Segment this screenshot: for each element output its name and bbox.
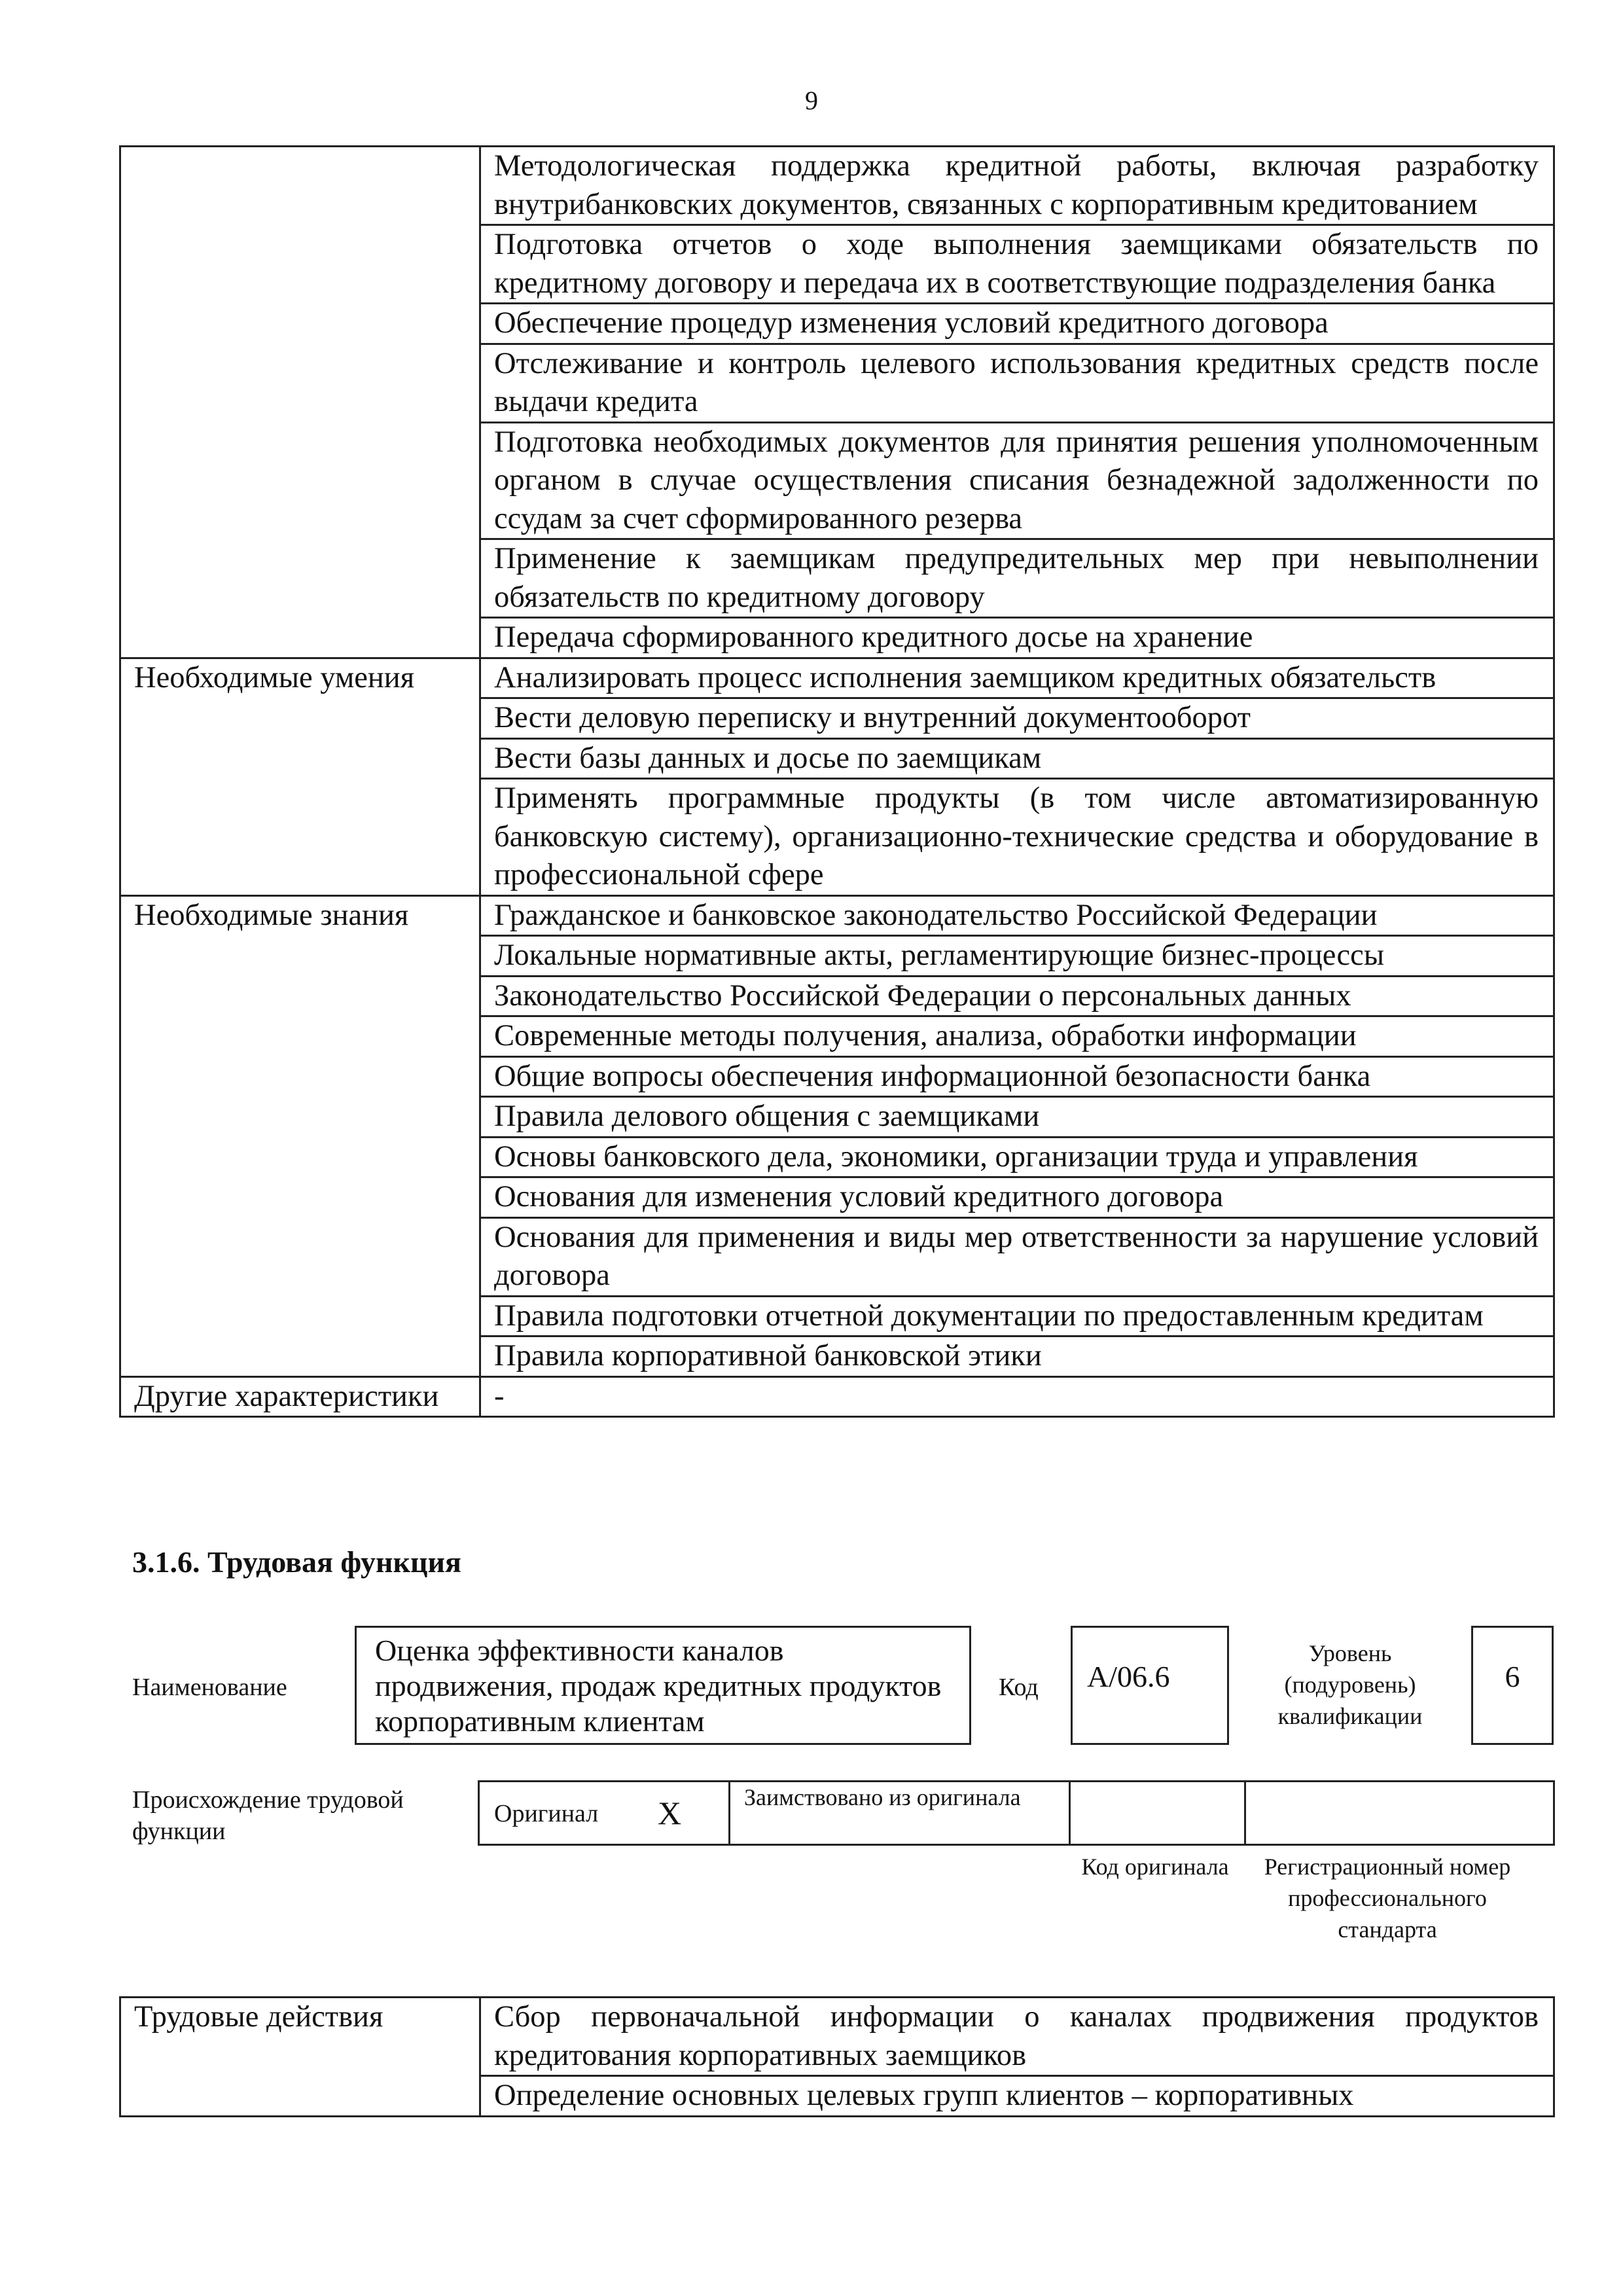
reg-number-caption: Регистрационный номер профессионального стандарта — [1264, 1854, 1511, 1943]
row-text: Подготовка необходимых документов для принятия решения уполномоченным органом в случае осуществления списания безнадежной задолженности по ссудам за счет сформированного резерва — [480, 422, 1554, 539]
row-text: Применение к заемщикам предупредительных мер при невыполнении обязательств по кредитному договору — [480, 539, 1554, 618]
code-label: Код — [999, 1674, 1039, 1701]
row-text: Правила делового общения с заемщиками — [480, 1097, 1554, 1138]
row-text: Передача сформированного кредитного досье на хранение — [480, 618, 1554, 658]
row-text: Гражданское и банковское законодательство Российской Федерации — [480, 895, 1554, 936]
actions-table — [119, 1996, 1555, 2117]
row-text: Подготовка отчетов о ходе выполнения заемщиками обязательств по кредитному договору и передача их в соответствующие подразделения банка — [480, 225, 1554, 304]
origin-divider-2 — [1069, 1782, 1071, 1844]
level-label: Уровень (подуровень) квалификации — [1277, 1640, 1423, 1729]
row-text: Сбор первоначальной информации о каналах продвижения продуктов кредитования корпоративных заемщиков — [480, 1998, 1554, 2076]
group-label — [120, 147, 480, 658]
borrowed-label: Заимствовано из оригинала — [744, 1784, 1021, 1810]
row-text: Методологическая поддержка кредитной работы, включая разработку внутрибанковских документов, связанных с корпоративным кредитованием — [480, 147, 1554, 225]
name-value: Оценка эффективности каналов продвижения, продаж кредитных продуктов корпоративным клиентам — [375, 1634, 942, 1738]
row-text: Отслеживание и контроль целевого использования кредитных средств после выдачи кредита — [480, 344, 1554, 422]
row-text: Правила корпоративной банковской этики — [480, 1336, 1554, 1377]
code-value: A/06.6 — [1087, 1660, 1170, 1693]
table-row — [120, 1376, 1554, 1417]
row-text: Применять программные продукты (в том числе автоматизированную банковскую систему), организационно-технические средства и оборудование в профессиональной сфере — [480, 779, 1554, 896]
table-row — [120, 658, 1554, 698]
level-value: 6 — [1505, 1660, 1520, 1693]
section-heading: 3.1.6. Трудовая функция — [132, 1545, 461, 1579]
level-value-box — [1471, 1626, 1554, 1745]
origin-divider-3 — [1244, 1782, 1246, 1844]
original-label: Оригинал — [494, 1800, 599, 1827]
row-text: Правила подготовки отчетной документации по предоставленным кредитам — [480, 1296, 1554, 1336]
row-text: Вести базы данных и досье по заемщикам — [480, 738, 1554, 779]
row-text: Общие вопросы обеспечения информационной безопасности банка — [480, 1056, 1554, 1097]
row-text: Обеспечение процедур изменения условий кредитного договора — [480, 304, 1554, 344]
code-value-box — [1071, 1626, 1229, 1745]
row-text: Локальные нормативные акты, регламентирующие бизнес-процессы — [480, 936, 1554, 977]
group-label: Необходимые умения — [120, 658, 480, 895]
row-text: Основания для применения и виды мер ответственности за нарушение условий договора — [480, 1217, 1554, 1296]
row-text: Основы банковского дела, экономики, организации труда и управления — [480, 1137, 1554, 1177]
row-text: Определение основных целевых групп клиентов – корпоративных — [480, 2076, 1554, 2117]
origin-divider-1 — [728, 1782, 730, 1844]
origin-box — [478, 1780, 1555, 1846]
row-text: Современные методы получения, анализа, обработки информации — [480, 1016, 1554, 1057]
orig-code-caption: Код оригинала — [1081, 1854, 1229, 1880]
row-text: Анализировать процесс исполнения заемщиком кредитных обязательств — [480, 658, 1554, 698]
group-label: Другие характеристики — [120, 1376, 480, 1417]
original-mark: X — [658, 1795, 682, 1831]
origin-label: Происхождение трудовой функции — [132, 1786, 404, 1845]
name-value-box — [355, 1626, 971, 1745]
table-row — [120, 1998, 1554, 2076]
table-row — [120, 147, 1554, 225]
group-label: Необходимые знания — [120, 895, 480, 1376]
row-text: - — [480, 1376, 1554, 1417]
name-label: Наименование — [132, 1674, 287, 1701]
requirements-table — [119, 145, 1555, 1418]
page-number: 9 — [805, 86, 818, 115]
row-text: Основания для изменения условий кредитного договора — [480, 1177, 1554, 1218]
group-label: Трудовые действия — [120, 1998, 480, 2117]
row-text: Законодательство Российской Федерации о персональных данных — [480, 976, 1554, 1016]
table-row — [120, 895, 1554, 936]
row-text: Вести деловую переписку и внутренний документооборот — [480, 698, 1554, 739]
